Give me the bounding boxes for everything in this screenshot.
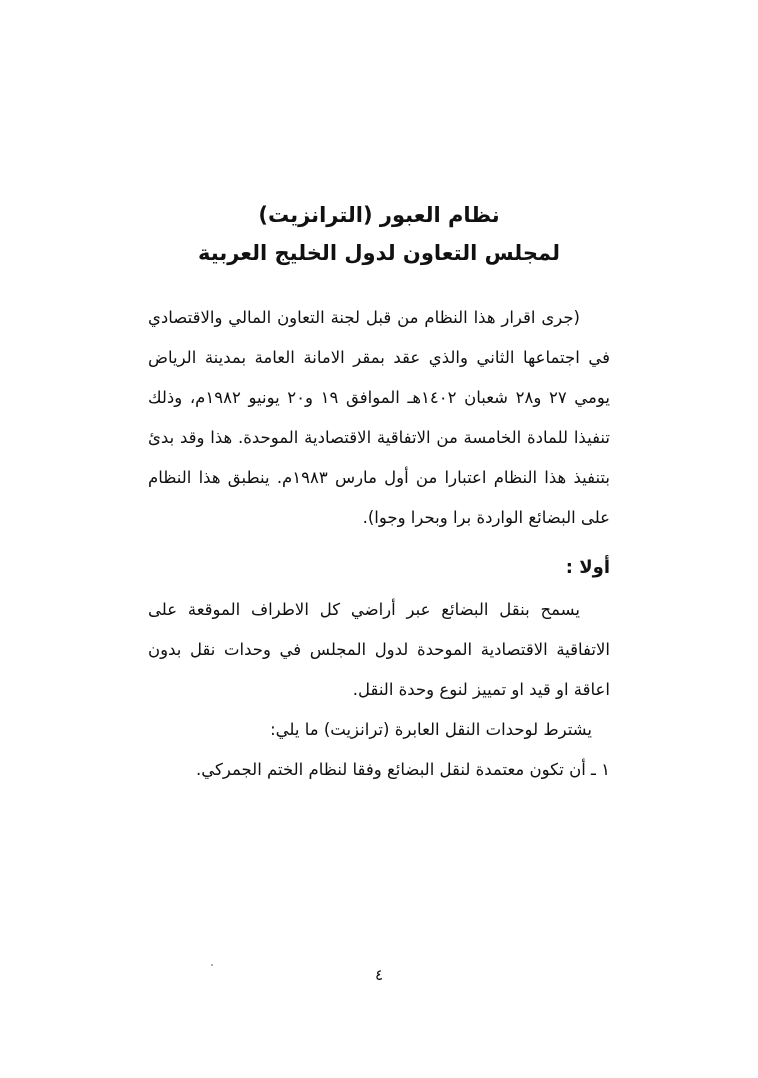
paragraph-3-numbered-item: ١ ـ أن تكون معتمدة لنقل البضائع وفقا لنظام الختم الجمركي. (196, 760, 610, 779)
intro-paragraph: (جرى اقرار هذا النظام من قبل لجنة التعاون المالي والاقتصادي في اجتماعها الثاني والذي عقد بمقر الامانة العامة بمدينة الرياض يومي ٢٧ و٢٨ شعبان ١٤٠٢هـ الموافق ١٩ و٢٠ يونيو ١٩٨٢م، وذلك تنفيذا للمادة الخامسة من الاتفاقية الاقتصادية الموحدة. هذا وقد بدئ بتنفيذ هذا النظام اعتبارا من أول مارس ١٩٨٣م. ينطبق هذا النظام على البضائع الواردة برا وبحرا وجوا). (148, 308, 611, 527)
page-content (148, 196, 610, 790)
title-line-1: نظام العبور (الترانزيت) (258, 203, 500, 227)
section-heading-first: أولا : (565, 557, 610, 578)
page-number: ٤ (374, 966, 384, 984)
title-line-2: لمجلس التعاون لدول الخليج العربية (198, 241, 560, 265)
document-title (148, 196, 610, 272)
paragraph-1: يسمح بنقل البضائع عبر أراضي كل الاطراف الموقعة على الاتفاقية الاقتصادية الموحدة لدول المجلس في وحدات نقل بدون اعاقة او قيد او تمييز لنوع وحدة النقل. (148, 600, 610, 699)
paragraph-2: يشترط لوحدات النقل العابرة (ترانزيت) ما يلي: (270, 720, 592, 739)
